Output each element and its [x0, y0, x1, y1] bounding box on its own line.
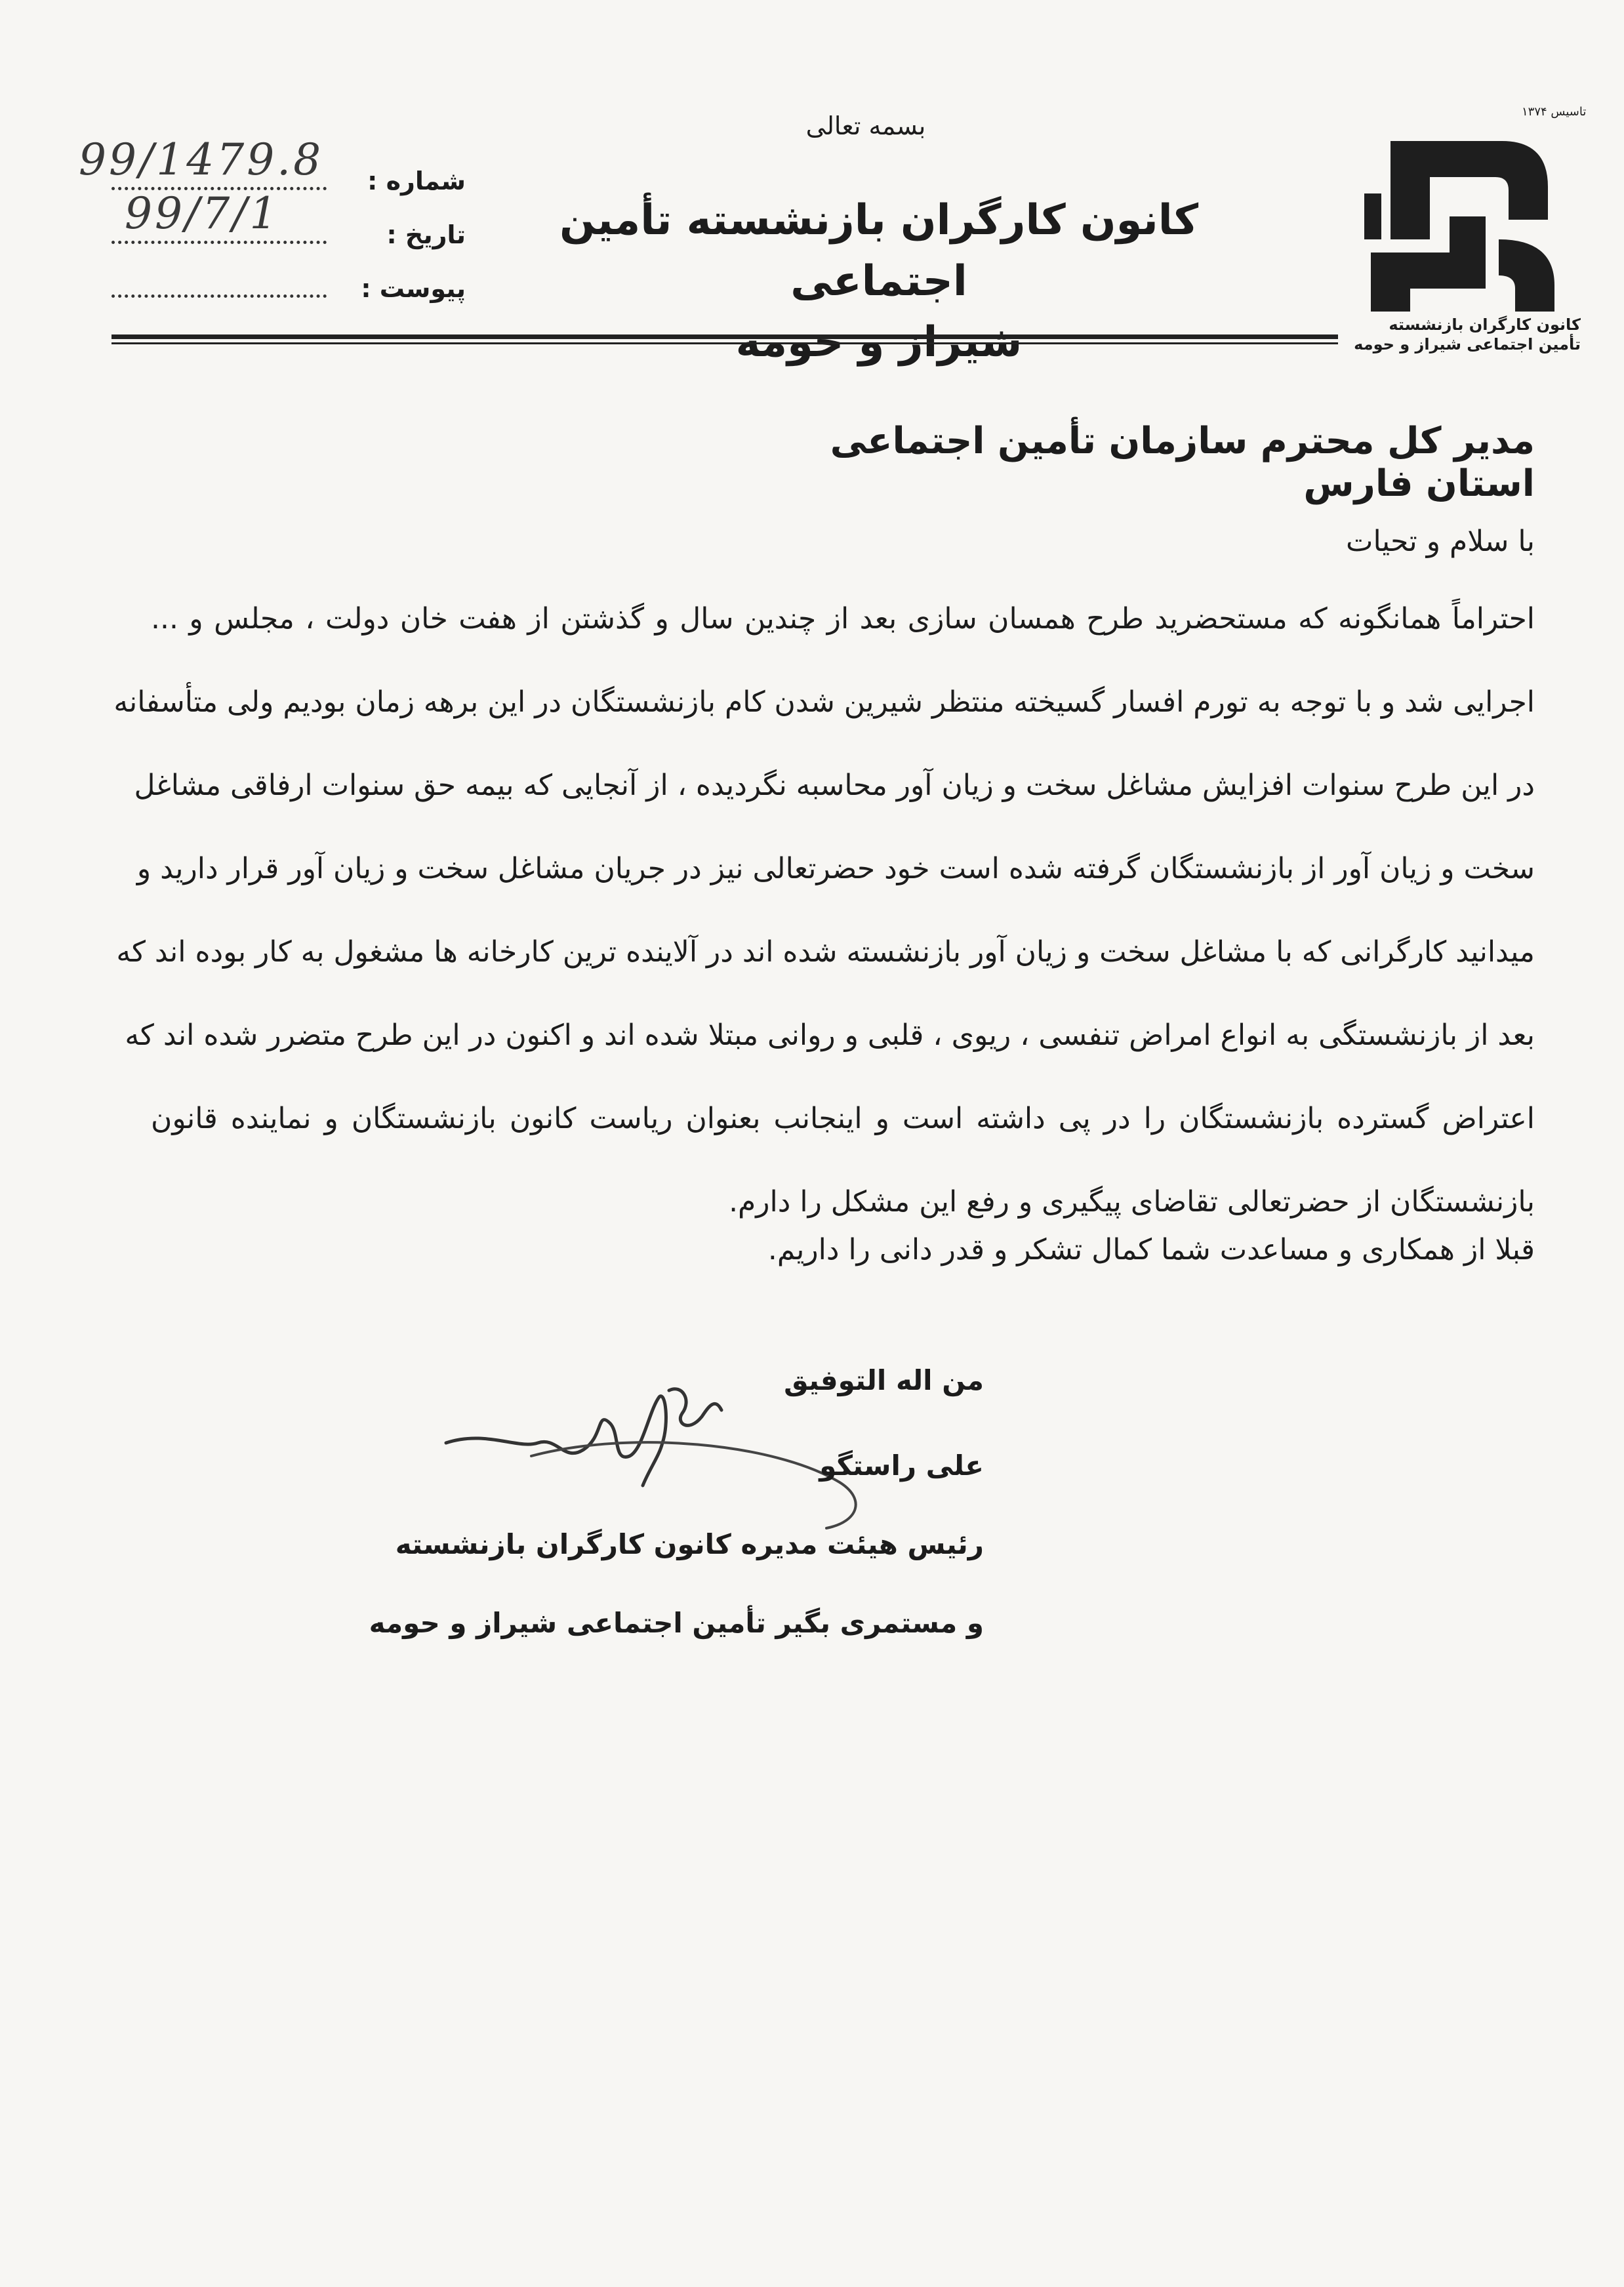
- letter-closing: قبلا از همکاری و مساعدت شما کمال تشکر و قدر دانی را داریم.: [767, 1233, 1535, 1266]
- bismillah: بسمه تعالی: [805, 111, 926, 140]
- reference-attachment-label: پیوست :: [361, 274, 466, 303]
- organization-logo-icon: [1351, 102, 1574, 351]
- organization-name: کانون کارگران بازنشسته تأمین اجتماعی: [559, 196, 1199, 306]
- reference-date-label: تاریخ :: [386, 220, 466, 249]
- reference-number-label: شماره :: [367, 167, 466, 195]
- signatory-title-line2: و مستمری بگیر تأمین اجتماعی شیراز و حومه: [369, 1607, 984, 1639]
- body-line: احتراماً همانگونه که مستحضرید طرح همسان سازی بعد از چندین سال و گذشتن از هفت خان دولت ، مجلس و ...: [151, 602, 1535, 636]
- body-line: سخت و زیان آور از بازنشستگان گرفته شده است خود حضرتعالی نیز در جریان مشاغل سخت و زیان آور قرار دارید و: [136, 852, 1535, 885]
- body-line: اجرایی شد و با توجه به تورم افسار گسیخته منتظر شیرین شدن کام بازنشستگان در این برهه زمان بودیم ولی متأسفانه: [113, 685, 1535, 719]
- reference-attachment-row: [112, 262, 466, 315]
- signatory-title-line1: رئیس هیئت مدیره کانون کارگران بازنشسته: [395, 1528, 984, 1560]
- reference-date-row: [112, 188, 466, 262]
- letter-greeting: با سلام و تحیات: [1346, 525, 1535, 558]
- body-line: بازنشستگان از حضرتعالی تقاضای پیگیری و رفع این مشکل را دارم.: [729, 1185, 1535, 1219]
- reference-date-value: 99/7/1: [125, 188, 280, 239]
- logo-caption-line1: کانون کارگران بازنشسته: [1389, 315, 1581, 334]
- logo-caption-line2: تأمین اجتماعی شیراز و حومه: [1354, 335, 1581, 354]
- body-line: بعد از بازنشستگی به انواع امراض تنفسی ، ریوی ، قلبی و روانی مبتلا شده اند و اکنون در این طرح متضرر شده اند که: [125, 1019, 1535, 1052]
- letter-recipient: مدیر کل محترم سازمان تأمین اجتماعی استان فارس: [830, 420, 1535, 505]
- reference-attachment-dots: [112, 294, 327, 298]
- logo-year: تاسیس ۱۳۷۴: [1522, 105, 1587, 119]
- header-divider-thick: [112, 334, 1338, 339]
- logo-caption: [1345, 315, 1581, 354]
- reference-number-value: 99/1479.8: [79, 134, 324, 185]
- body-line: اعتراض گسترده بازنشستگان را در پی داشته است و اینجانب بعنوان ریاست کانون بازنشستگان و نماینده قانون: [151, 1102, 1535, 1135]
- reference-date-dots: [112, 241, 327, 244]
- body-line: میدانید کارگرانی که با مشاغل سخت و زیان آور بازنشسته شده اند در آلاینده ترین کارخانه ها مشغول به کار بوده اند که: [116, 935, 1535, 969]
- letter-body: [113, 577, 1535, 1244]
- header-divider-thin: [112, 342, 1338, 344]
- body-line: در این طرح سنوات افزایش مشاغل سخت و زیان آور محاسبه نگردیده ، از آنجایی که بیمه حق سنوات ارفاقی مشاغل: [134, 769, 1535, 802]
- organization-title: [512, 190, 1246, 373]
- signatory-name: علی راستگو: [819, 1449, 984, 1482]
- reference-block: [79, 134, 466, 315]
- signature-salutation: من اله التوفیق: [784, 1364, 984, 1396]
